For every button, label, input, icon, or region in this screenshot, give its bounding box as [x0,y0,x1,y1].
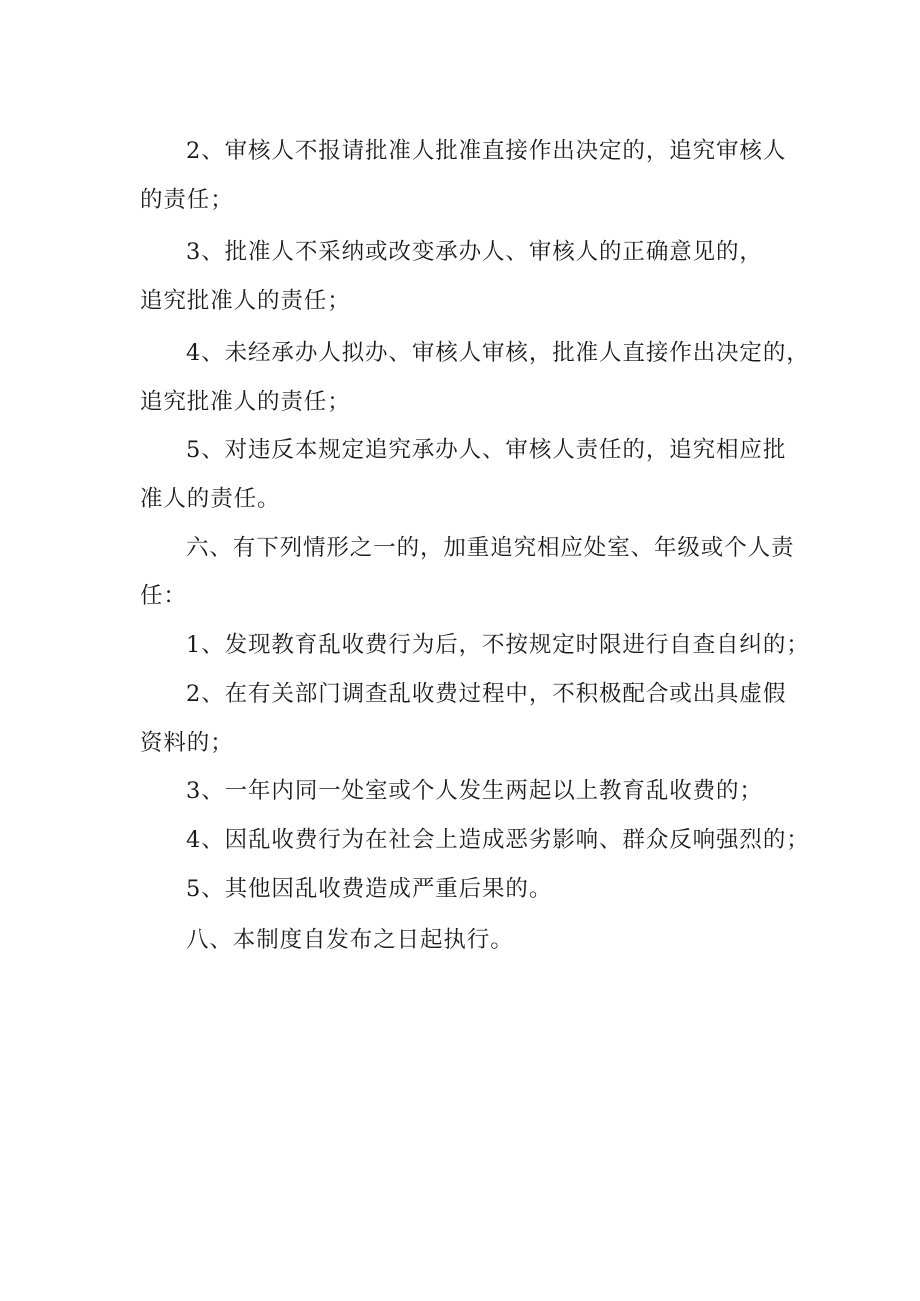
paragraph-line: 3、批准人不采纳或改变承办人、审核人的正确意见的， [186,239,763,265]
paragraph-line: 4、未经承办人拟办、审核人审核，批准人直接作出决定的， [186,340,810,366]
list-item-continuation: 资料的； [140,730,234,756]
list-item: 3、一年内同一处室或个人发生两起以上教育乱收费的； [186,778,763,804]
list-item: 4、因乱收费行为在社会上造成恶劣影响、群众反响强烈的； [186,827,810,853]
paragraph-line: 追究批准人的责任； [140,389,351,415]
section-heading-line: 任： [140,583,187,609]
list-item: 2、在有关部门调查乱收费过程中，不积极配合或出具虚假 [186,681,787,707]
paragraph-line: 的责任； [140,187,234,213]
section-heading-line: 八、本制度自发布之日起执行。 [186,927,514,953]
paragraph-line: 2、审核人不报请批准人批准直接作出决定的，追究审核人 [186,138,787,164]
paragraph-line: 5、对违反本规定追究承办人、审核人责任的，追究相应批 [186,437,787,463]
list-item: 5、其他因乱收费造成严重后果的。 [186,876,553,902]
list-item: 1、发现教育乱收费行为后，不按规定时限进行自查自纠的； [186,632,810,658]
paragraph-line: 准人的责任。 [140,486,281,512]
section-heading-line: 六、有下列情形之一的，加重追究相应处室、年级或个人责 [186,535,795,561]
paragraph-line: 追究批准人的责任； [140,288,351,314]
